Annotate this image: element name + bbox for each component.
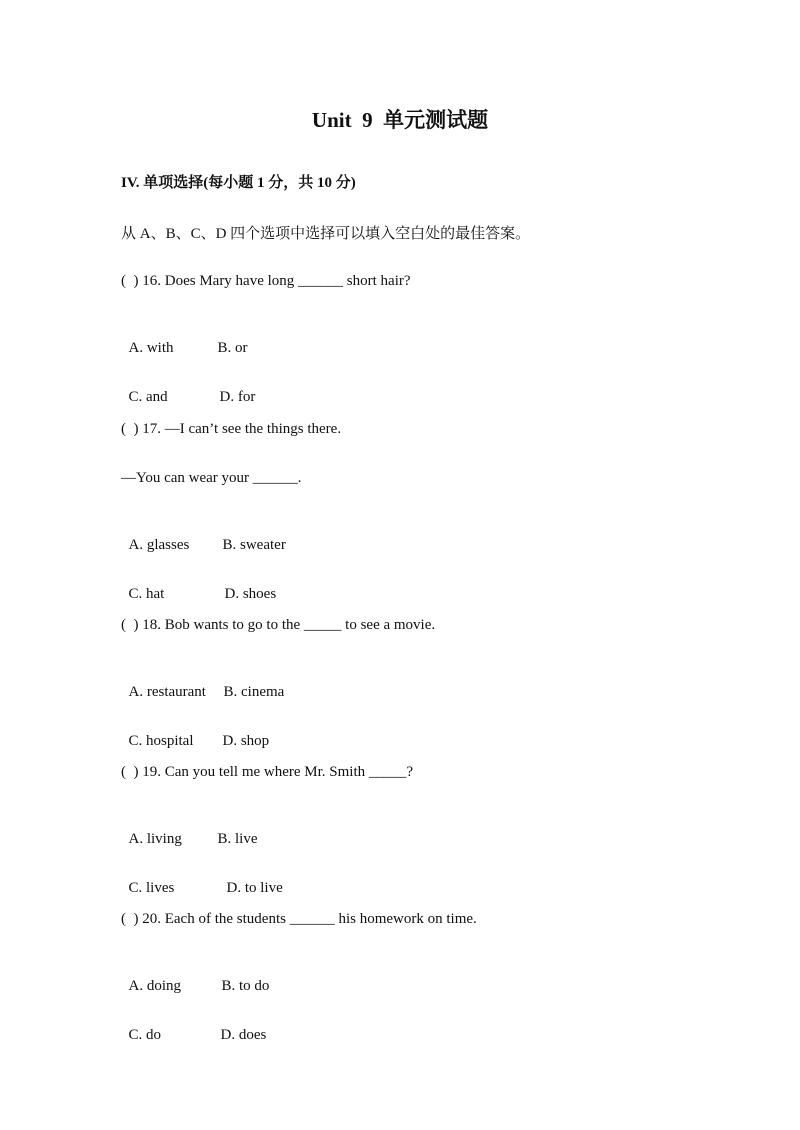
option-b: B. live xyxy=(217,831,258,847)
option-b: B. to do xyxy=(221,978,270,994)
option-d: D. shop xyxy=(222,733,270,749)
option-a: A. glasses xyxy=(128,537,190,553)
question-16-options-cd xyxy=(121,370,255,406)
question-20-options-cd xyxy=(121,1008,266,1044)
option-c: C. and xyxy=(128,389,168,405)
option-d: D. for xyxy=(219,389,256,405)
option-b: B. sweater xyxy=(222,537,286,553)
question-17-options-ab xyxy=(121,518,286,554)
question-19-stem: ( ) 19. Can you tell me where Mr. Smith _____? xyxy=(121,764,414,780)
option-c: C. hat xyxy=(128,586,165,602)
question-18-stem: ( ) 18. Bob wants to go to the _____ to see a movie. xyxy=(121,617,436,633)
question-18-options-ab xyxy=(121,665,284,701)
question-17-stem-reply: —You can wear your ______. xyxy=(121,470,302,486)
option-a: A. with xyxy=(128,340,174,356)
question-16-options-ab xyxy=(121,321,248,357)
question-20-options-ab xyxy=(121,959,269,995)
option-d: D. does xyxy=(220,1027,267,1043)
option-c: C. do xyxy=(128,1027,162,1043)
question-19-options-cd xyxy=(121,861,283,897)
option-c: C. hospital xyxy=(128,733,194,749)
option-a: A. living xyxy=(128,831,182,847)
question-20-stem: ( ) 20. Each of the students ______ his homework on time. xyxy=(121,911,477,927)
question-19-options-ab xyxy=(121,812,258,848)
section-heading: IV. 单项选择(每小题 1 分，共 10 分) xyxy=(121,175,356,191)
question-16-stem: ( ) 16. Does Mary have long ______ short hair? xyxy=(121,273,411,289)
question-18-options-cd xyxy=(121,714,269,750)
question-17-stem: ( ) 17. —I can’t see the things there. xyxy=(121,421,342,437)
option-c: C. lives xyxy=(128,880,175,896)
option-b: B. cinema xyxy=(223,684,285,700)
option-d: D. shoes xyxy=(224,586,277,602)
instructions: 从 A、B、C、D 四个选项中选择可以填入空白处的最佳答案。 xyxy=(121,226,531,242)
option-a: A. restaurant xyxy=(128,684,206,700)
option-d: D. to live xyxy=(226,880,283,896)
option-b: B. or xyxy=(217,340,248,356)
option-a: A. doing xyxy=(128,978,181,994)
page-title: Unit 9 单元测试题 xyxy=(311,108,489,132)
question-17-options-cd xyxy=(121,567,276,603)
